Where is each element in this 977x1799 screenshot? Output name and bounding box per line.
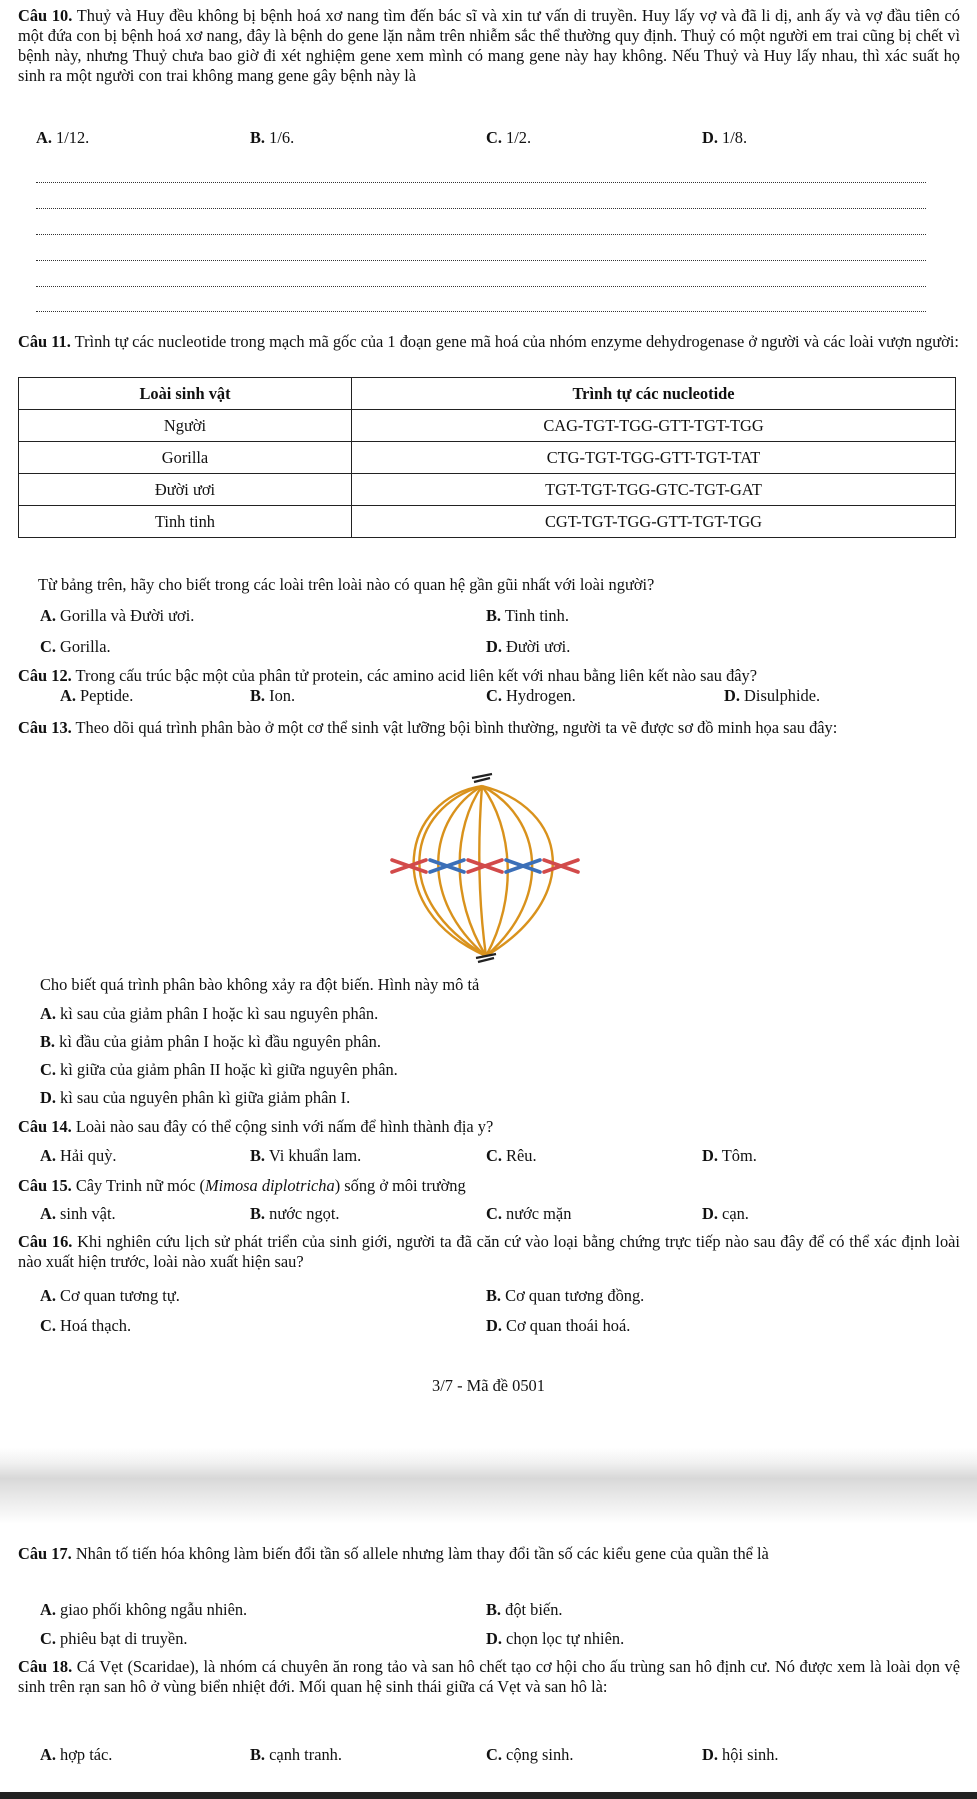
- answer-line: [36, 260, 926, 261]
- options-row: [18, 1316, 960, 1336]
- question-number: Câu 14.: [18, 1117, 72, 1136]
- option-c[interactable]: C. cộng sinh.: [486, 1745, 574, 1764]
- options-row: [18, 1629, 960, 1649]
- question-15: Câu 15. Cây Trinh nữ móc (Mimosa diplotricha) sống ở môi trường: [18, 1176, 466, 1195]
- answer-line: [36, 234, 926, 235]
- question-prompt: Cho biết quá trình phân bào không xảy ra đột biến. Hình này mô tả: [40, 975, 480, 994]
- option-a[interactable]: A. 1/12.: [36, 128, 90, 147]
- option-a[interactable]: A. hợp tác.: [40, 1745, 113, 1764]
- option-c[interactable]: C. phiêu bạt di truyền.: [40, 1629, 188, 1648]
- table-cell: CAG-TGT-TGG-GTT-TGT-TGG: [352, 410, 956, 442]
- option-a[interactable]: A. giao phối không ngẫu nhiên.: [40, 1600, 248, 1619]
- question-number: Câu 18.: [18, 1657, 73, 1676]
- option-b[interactable]: B. cạnh tranh.: [250, 1745, 342, 1764]
- option-c[interactable]: C. kì giữa của giảm phân II hoặc kì giữa nguyên phân.: [40, 1060, 398, 1079]
- option-c[interactable]: C. Rêu.: [486, 1146, 537, 1165]
- table-header-row: [19, 378, 956, 410]
- option-b[interactable]: B. Cơ quan tương đồng.: [486, 1286, 645, 1305]
- options-row: [18, 128, 960, 148]
- option-b[interactable]: B. nước ngọt.: [250, 1204, 340, 1223]
- question-number: Câu 15.: [18, 1176, 72, 1195]
- option-b[interactable]: B. 1/6.: [250, 128, 295, 147]
- option-b[interactable]: B. Tinh tinh.: [486, 606, 569, 625]
- option-c[interactable]: C. Gorilla.: [40, 637, 111, 656]
- table-cell: TGT-TGT-TGG-GTC-TGT-GAT: [352, 474, 956, 506]
- option-d[interactable]: D. Cơ quan thoái hoá.: [486, 1316, 631, 1335]
- question-text: Thuỷ và Huy đều không bị bệnh hoá xơ nang tìm đến bác sĩ và xin tư vấn di truyền. Huy lấy vợ và đã li dị, anh ấy và vợ đầu tiên có một đứa con bị bệnh hoá xơ nang, đây là bệnh do gene lặn nằm trên nhiễm sắc thể thường quy định. Thuỷ có một người em trai cũng bị chết vì bệnh này, nhưng Thuỷ chưa bao giờ đi xét nghiệm gene xem mình có mang gene này hay không. Nếu Thuỷ và Huy lấy nhau, thì xác suất họ sinh ra một người con trai không mang gene gây bệnh này là: [18, 6, 960, 85]
- options-row: [18, 686, 960, 706]
- nucleotide-table: [18, 377, 956, 538]
- option-a[interactable]: A. Cơ quan tương tự.: [40, 1286, 180, 1305]
- question-10: [18, 6, 960, 86]
- question-11: [18, 332, 960, 352]
- question-number: Câu 13.: [18, 718, 72, 737]
- table-row: [19, 506, 956, 538]
- option-a[interactable]: A. kì sau của giảm phân I hoặc kì sau nguyên phân.: [40, 1004, 379, 1023]
- option-c[interactable]: C. 1/2.: [486, 128, 532, 147]
- column-header: Loài sinh vật: [19, 378, 352, 410]
- option-d[interactable]: D. chọn lọc tự nhiên.: [486, 1629, 625, 1648]
- table-cell: Gorilla: [19, 442, 352, 474]
- options-row: [18, 1745, 960, 1765]
- option-d[interactable]: D. kì sau của nguyên phân kì giữa giảm phân I.: [40, 1088, 351, 1107]
- options-row: [18, 1204, 960, 1224]
- option-a[interactable]: A. sinh vật.: [40, 1204, 116, 1223]
- question-number: Câu 10.: [18, 6, 73, 25]
- question-text: Trình tự các nucleotide trong mạch mã gốc của 1 đoạn gene mã hoá của nhóm enzyme dehydrogenase ở người và các loài vượn người:: [74, 332, 959, 351]
- question-17: [18, 1544, 960, 1564]
- answer-line: [36, 182, 926, 183]
- question-text: Trong cấu trúc bậc một của phân tử protein, các amino acid liên kết với nhau bằng liên kết nào sau đây?: [75, 666, 758, 685]
- option-b[interactable]: B. Vi khuẩn lam.: [250, 1146, 362, 1165]
- page-footer: 3/7 - Mã đề 0501: [432, 1376, 545, 1395]
- options-row: [18, 1286, 960, 1306]
- option-a[interactable]: A. Gorilla và Đười ươi.: [40, 606, 195, 625]
- option-a[interactable]: A. Hải quỳ.: [40, 1146, 117, 1165]
- question-18: [18, 1657, 960, 1697]
- question-16: [18, 1232, 960, 1272]
- table-row: [19, 442, 956, 474]
- table-cell: CGT-TGT-TGG-GTT-TGT-TGG: [352, 506, 956, 538]
- question-12: [18, 666, 960, 686]
- answer-line: [36, 311, 926, 312]
- table-cell: Người: [19, 410, 352, 442]
- table-cell: Đười ươi: [19, 474, 352, 506]
- option-a[interactable]: A. Peptide.: [60, 686, 134, 705]
- question-prompt: Từ bảng trên, hãy cho biết trong các loài trên loài nào có quan hệ gần gũi nhất với loài người?: [38, 575, 655, 594]
- table-row: [19, 410, 956, 442]
- options-row: [18, 637, 960, 657]
- option-c[interactable]: C. Hoá thạch.: [40, 1316, 132, 1335]
- option-b[interactable]: B. Ion.: [250, 686, 296, 705]
- options-row: [18, 1600, 960, 1620]
- question-number: Câu 16.: [18, 1232, 73, 1251]
- options-row: [18, 606, 960, 626]
- question-text: Theo dõi quá trình phân bào ở một cơ thể sinh vật lưỡng bội bình thường, người ta vẽ được sơ đồ minh họa sau đây:: [75, 718, 838, 737]
- question-text: Nhân tố tiến hóa không làm biến đổi tần số allele nhưng làm thay đổi tần số các kiểu gene của quần thể là: [75, 1544, 769, 1563]
- option-b[interactable]: B. đột biến.: [486, 1600, 563, 1619]
- question-text: Khi nghiên cứu lịch sử phát triển của sinh giới, người ta đã căn cứ vào loại bằng chứng trực tiếp nào sau đây để có thể xác định loài nào xuất hiện trước, loài nào xuất hiện sau?: [18, 1232, 960, 1271]
- bottom-edge: [0, 1792, 977, 1799]
- table-cell: CTG-TGT-TGG-GTT-TGT-TAT: [352, 442, 956, 474]
- question-13: [18, 718, 960, 738]
- question-number: Câu 12.: [18, 666, 72, 685]
- table-cell: Tinh tinh: [19, 506, 352, 538]
- question-number: Câu 17.: [18, 1544, 72, 1563]
- answer-line: [36, 208, 926, 209]
- option-d[interactable]: D. cạn.: [702, 1204, 749, 1223]
- option-d[interactable]: D. Đười ươi.: [486, 637, 571, 656]
- question-14: [18, 1117, 960, 1137]
- option-d[interactable]: D. hội sinh.: [702, 1745, 779, 1764]
- option-d[interactable]: D. Disulphide.: [724, 686, 821, 705]
- table-row: [19, 474, 956, 506]
- question-text: Cá Vẹt (Scaridae), là nhóm cá chuyên ăn rong tảo và san hô chết tạo cơ hội cho ấu trùng san hô định cư. Nó được xem là loài dọn vệ sinh trên rạn san hô ở vùng biển nhiệt đới. Mối quan hệ sinh thái giữa cá Vẹt và san hô là:: [18, 1657, 960, 1696]
- species-name: Mimosa diplotricha: [204, 1176, 335, 1195]
- option-d[interactable]: D. Tôm.: [702, 1146, 757, 1165]
- option-d[interactable]: D. 1/8.: [702, 128, 748, 147]
- cell-division-diagram: [378, 768, 594, 966]
- option-c[interactable]: C. nước mặn: [486, 1204, 572, 1223]
- question-number: Câu 11.: [18, 332, 71, 351]
- option-c[interactable]: C. Hydrogen.: [486, 686, 576, 705]
- option-b[interactable]: B. kì đầu của giảm phân I hoặc kì đầu nguyên phân.: [40, 1032, 381, 1051]
- column-header: Trình tự các nucleotide: [352, 378, 956, 410]
- answer-line: [36, 286, 926, 287]
- page-break: [0, 1448, 977, 1524]
- options-row: [18, 1146, 960, 1166]
- question-text: Loài nào sau đây có thể cộng sinh với nấm để hình thành địa y?: [75, 1117, 494, 1136]
